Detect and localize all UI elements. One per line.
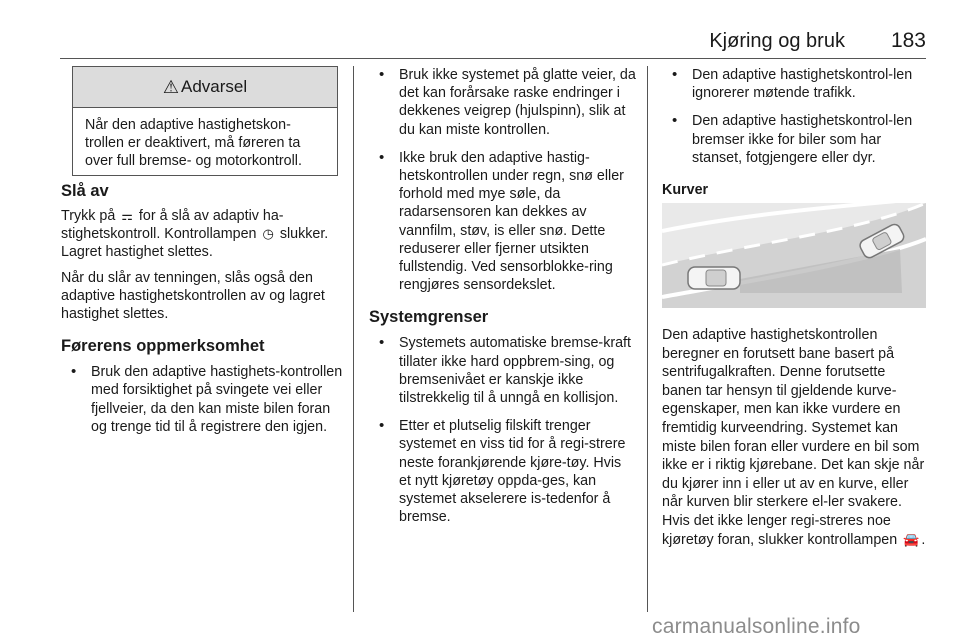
heading-curves: Kurver — [662, 182, 709, 199]
heading-switch-off: Slå av — [61, 182, 109, 200]
list-item: • Den adaptive hastighetskontrol-len ignorerer møtende trafikk. — [662, 66, 926, 102]
limits-list-continued — [662, 66, 926, 167]
warning-header — [73, 67, 337, 108]
page-number: 183 — [890, 29, 926, 52]
chapter-title: Kjøring og bruk — [709, 29, 845, 52]
paragraph-ignition-off: Når du slår av tenningen, slås også den adaptive hastighetskontrollen av og lagret hastighet slettes. — [61, 269, 325, 323]
cruise-control-button-icon: ⚎ — [121, 208, 133, 223]
list-item: • Bruk ikke systemet på glatte veier, da det kan forårsake raske endringer i dekkenes veigrep (hjulspinn), slik at du kan miste kontrollen. — [369, 66, 637, 139]
list-item: • Den adaptive hastighetskontrol-len bremser ikke for biler som har stanset, fotgjengere eller dyr. — [662, 112, 926, 167]
column-right — [662, 66, 926, 199]
warning-title: Advarsel — [181, 77, 248, 96]
header-rule — [60, 58, 926, 59]
vehicle-ahead-icon: 🚘 — [903, 531, 920, 547]
column-left — [61, 180, 343, 446]
column-middle — [369, 66, 637, 536]
list-item: • Ikke bruk den adaptive hastig-hetskontrollen under regn, snø eller forhold med mye søle, da radarsensoren kan dekkes av vannfilm, støv, is eller snø. Dette reduserer eller fjerner utsikten fullstendig. Ved sensorblokke-ring rengjøres sensordekslet. — [369, 149, 637, 295]
heading-driver-attention: Førerens oppmerksomhet — [61, 337, 265, 356]
warning-triangle-icon: ⚠ — [162, 76, 179, 97]
list-item: • Bruk den adaptive hastighets-kontrollen med forsiktighet på svingete vei eller fjellveier, da den kan miste bilen foran og trenge tid til å registrere den igjen. — [61, 363, 343, 436]
attention-list — [61, 363, 343, 436]
curves-paragraph: Den adaptive hastighetskontrollen beregner en forutsett bane basert på sentrifugalkraften. Denne forutsette banen tar hensyn til gjeldende kurve-egenskaper, men kan ikke vurdere en fremtidig kurveendring. Systemet kan miste bilen foran eller vurdere en bil som ikke er i riktig kjørebane. Det kan skje når du kjører inn i eller ut av en kurve, eller når kurven blir sterkere el-ler svakere. Hvis det ikke lenger regi-streres noe kjøretøy foran, slukker kontrollampen 🚘 . — [662, 327, 926, 548]
usage-list — [369, 66, 637, 294]
watermark: carmanualsonline.info — [652, 615, 861, 638]
curve-illustration — [662, 203, 926, 308]
paragraph-switch-off: Trykk på ⚎ for å slå av adaptiv ha-stighetskontroll. Kontrollampen ◷ slukker. Lagret hastighet slettes. — [61, 208, 329, 261]
warning-box — [72, 66, 338, 176]
cruise-control-lamp-icon: ◷ — [262, 226, 274, 242]
page-header — [0, 26, 926, 56]
own-car — [688, 267, 740, 289]
list-item: • Systemets automatiske bremse-kraft tillater ikke hard oppbrem-sing, og bremsenivået er kanskje ikke tilstrekkelig til å unngå en kollisjon. — [369, 334, 637, 407]
list-item: • Etter et plutselig filskift trenger systemet en viss tid for å regi-strere neste forankjørende kjøre-tøy. Hvis et nytt kjøretøy oppda-ges, kan systemet akselerere is-tedenfor å bremse. — [369, 417, 637, 526]
warning-text: Når den adaptive hastighetskon-trollen er deaktivert, må føreren ta over full bremse- og motorkontroll. — [85, 117, 302, 170]
column-divider-2 — [647, 66, 648, 612]
heading-system-limits: Systemgrenser — [369, 308, 489, 327]
limits-list — [369, 334, 637, 526]
column-divider-1 — [353, 66, 354, 612]
